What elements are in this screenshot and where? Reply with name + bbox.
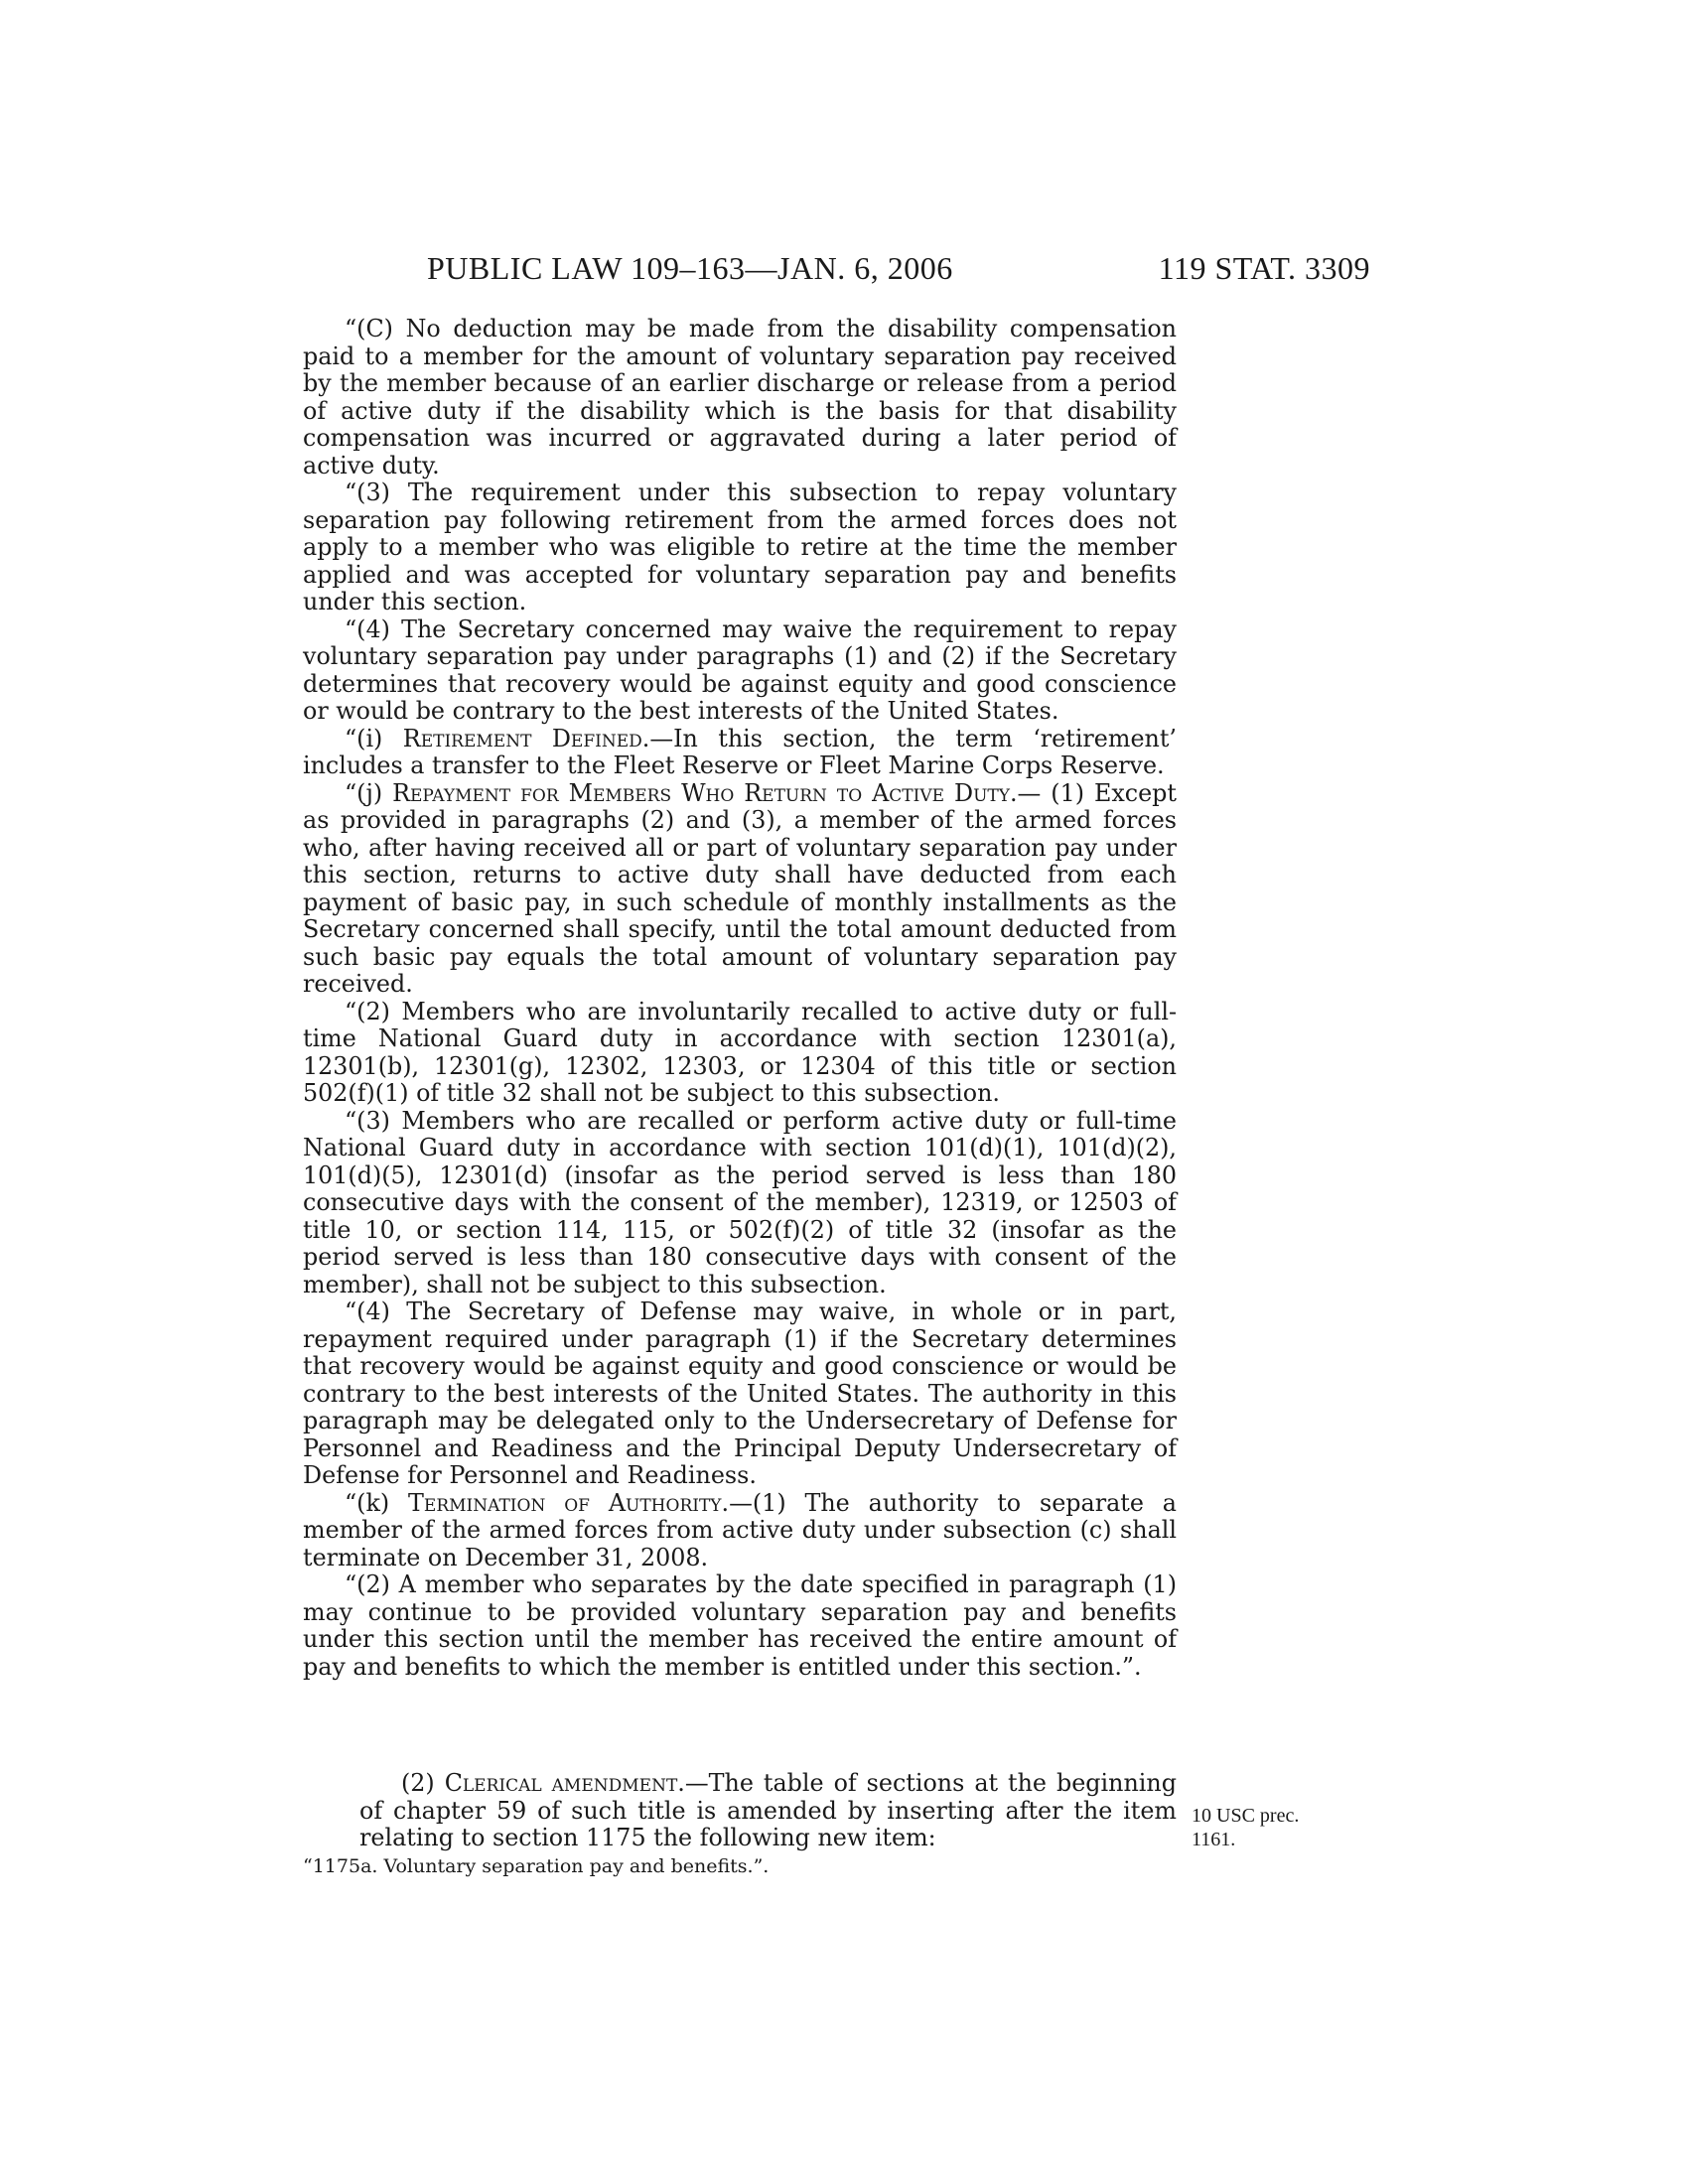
- subsection-j-paragraph-2: “(2) Members who are involuntarily recalled to active duty or full-time National Guard duty in accordance with section 12301(a), 12301(b), 12301(g), 12302, 12303, or 12304 of this title or section 502(f)(1) of title 32 shall not be subject to this subsection.: [303, 997, 1177, 1107]
- clerical-amendment-heading: Clerical amendment.: [444, 1769, 685, 1797]
- table-of-sections-item: “1175a. Voluntary separation pay and benefits.”.: [303, 1855, 770, 1877]
- statute-body: [303, 316, 1177, 1681]
- subsection-k-paragraph-2: “(2) A member who separates by the date specified in paragraph (1) may continue to be provided voluntary separation pay and benefits under this section until the member has received the entire amount of pay and benefits to which the member is entitled under this section.”.: [303, 1570, 1177, 1681]
- paragraph-4: “(4) The Secretary concerned may waive the requirement to repay voluntary separation pay under paragraphs (1) and (2) if the Secretary determines that recovery would be against equity and good conscience or would be contrary to the best interests of the United States.: [303, 614, 1177, 725]
- subsection-i-heading: Retirement Defined.: [402, 724, 650, 752]
- clerical-amendment: (2) Clerical amendment.—The table of sections at the beginning of chapter 59 of such title is amended by inserting after the item relating to section 1175 the following new item:: [359, 1769, 1177, 1851]
- usc-margin-note: 10 USC prec. 1161.: [1192, 1805, 1300, 1850]
- public-law-title: PUBLIC LAW 109–163—JAN. 6, 2006: [427, 250, 953, 286]
- subsection-j-heading: Repayment for Members Who Return to Active Duty.: [392, 778, 1018, 807]
- subsection-k: “(k) Termination of Authority.—(1) The authority to separate a member of the armed forces from active duty under subsection (c) shall terminate on December 31, 2008.: [303, 1488, 1177, 1571]
- subsection-k-heading: Termination of Authority.: [408, 1488, 730, 1517]
- subsection-i: “(i) Retirement Defined.—In this section, the term ‘retirement’ includes a transfer to the Fleet Reserve or Fleet Marine Corps Reserve.: [303, 724, 1177, 779]
- subsection-j: “(j) Repayment for Members Who Return to Active Duty.— (1) Except as provided in paragraphs (2) and (3), a member of the armed forces who, after having received all or part of voluntary separation pay under this section, returns to active duty shall have deducted from each payment of basic pay, in such schedule of monthly installments as the Secretary concerned shall specify, until the total amount deducted from such basic pay equals the total amount of voluntary separation pay received.: [303, 778, 1177, 998]
- subsection-j-paragraph-4: “(4) The Secretary of Defense may waive, in whole or in part, repayment required under paragraph (1) if the Secretary determines that recovery would be against equity and good conscience or would be contrary to the best interests of the United States. The authority in this paragraph may be delegated only to the Undersecretary of Defense for Personnel and Readiness and the Principal Deputy Undersecretary of Defense for Personnel and Readiness.: [303, 1297, 1177, 1489]
- subsection-j-paragraph-3: “(3) Members who are recalled or perform active duty or full-time National Guard duty in accordance with section 101(d)(1), 101(d)(2), 101(d)(5), 12301(d) (insofar as the period served is less than 180 consecutive days with the consent of the member), 12319, or 12503 of title 10, or section 114, 115, or 502(f)(2) of title 32 (insofar as the period served is less than 180 consecutive days with consent of the member), shall not be subject to this subsection.: [303, 1106, 1177, 1298]
- paragraph-3: “(3) The requirement under this subsection to repay voluntary separation pay following retirement from the armed forces does not apply to a member who was eligible to retire at the time the member applied and was accepted for voluntary separation pay and benefits under this section.: [303, 478, 1177, 615]
- statute-page-number: 119 STAT. 3309: [1158, 250, 1370, 286]
- page-header: [427, 250, 1370, 290]
- paragraph-c: “(C) No deduction may be made from the disability compensation paid to a member for the amount of voluntary separation pay received by the member because of an earlier discharge or release from a period of active duty if the disability which is the basis for that disability compensation was incurred or aggravated during a later period of active duty.: [303, 315, 1177, 479]
